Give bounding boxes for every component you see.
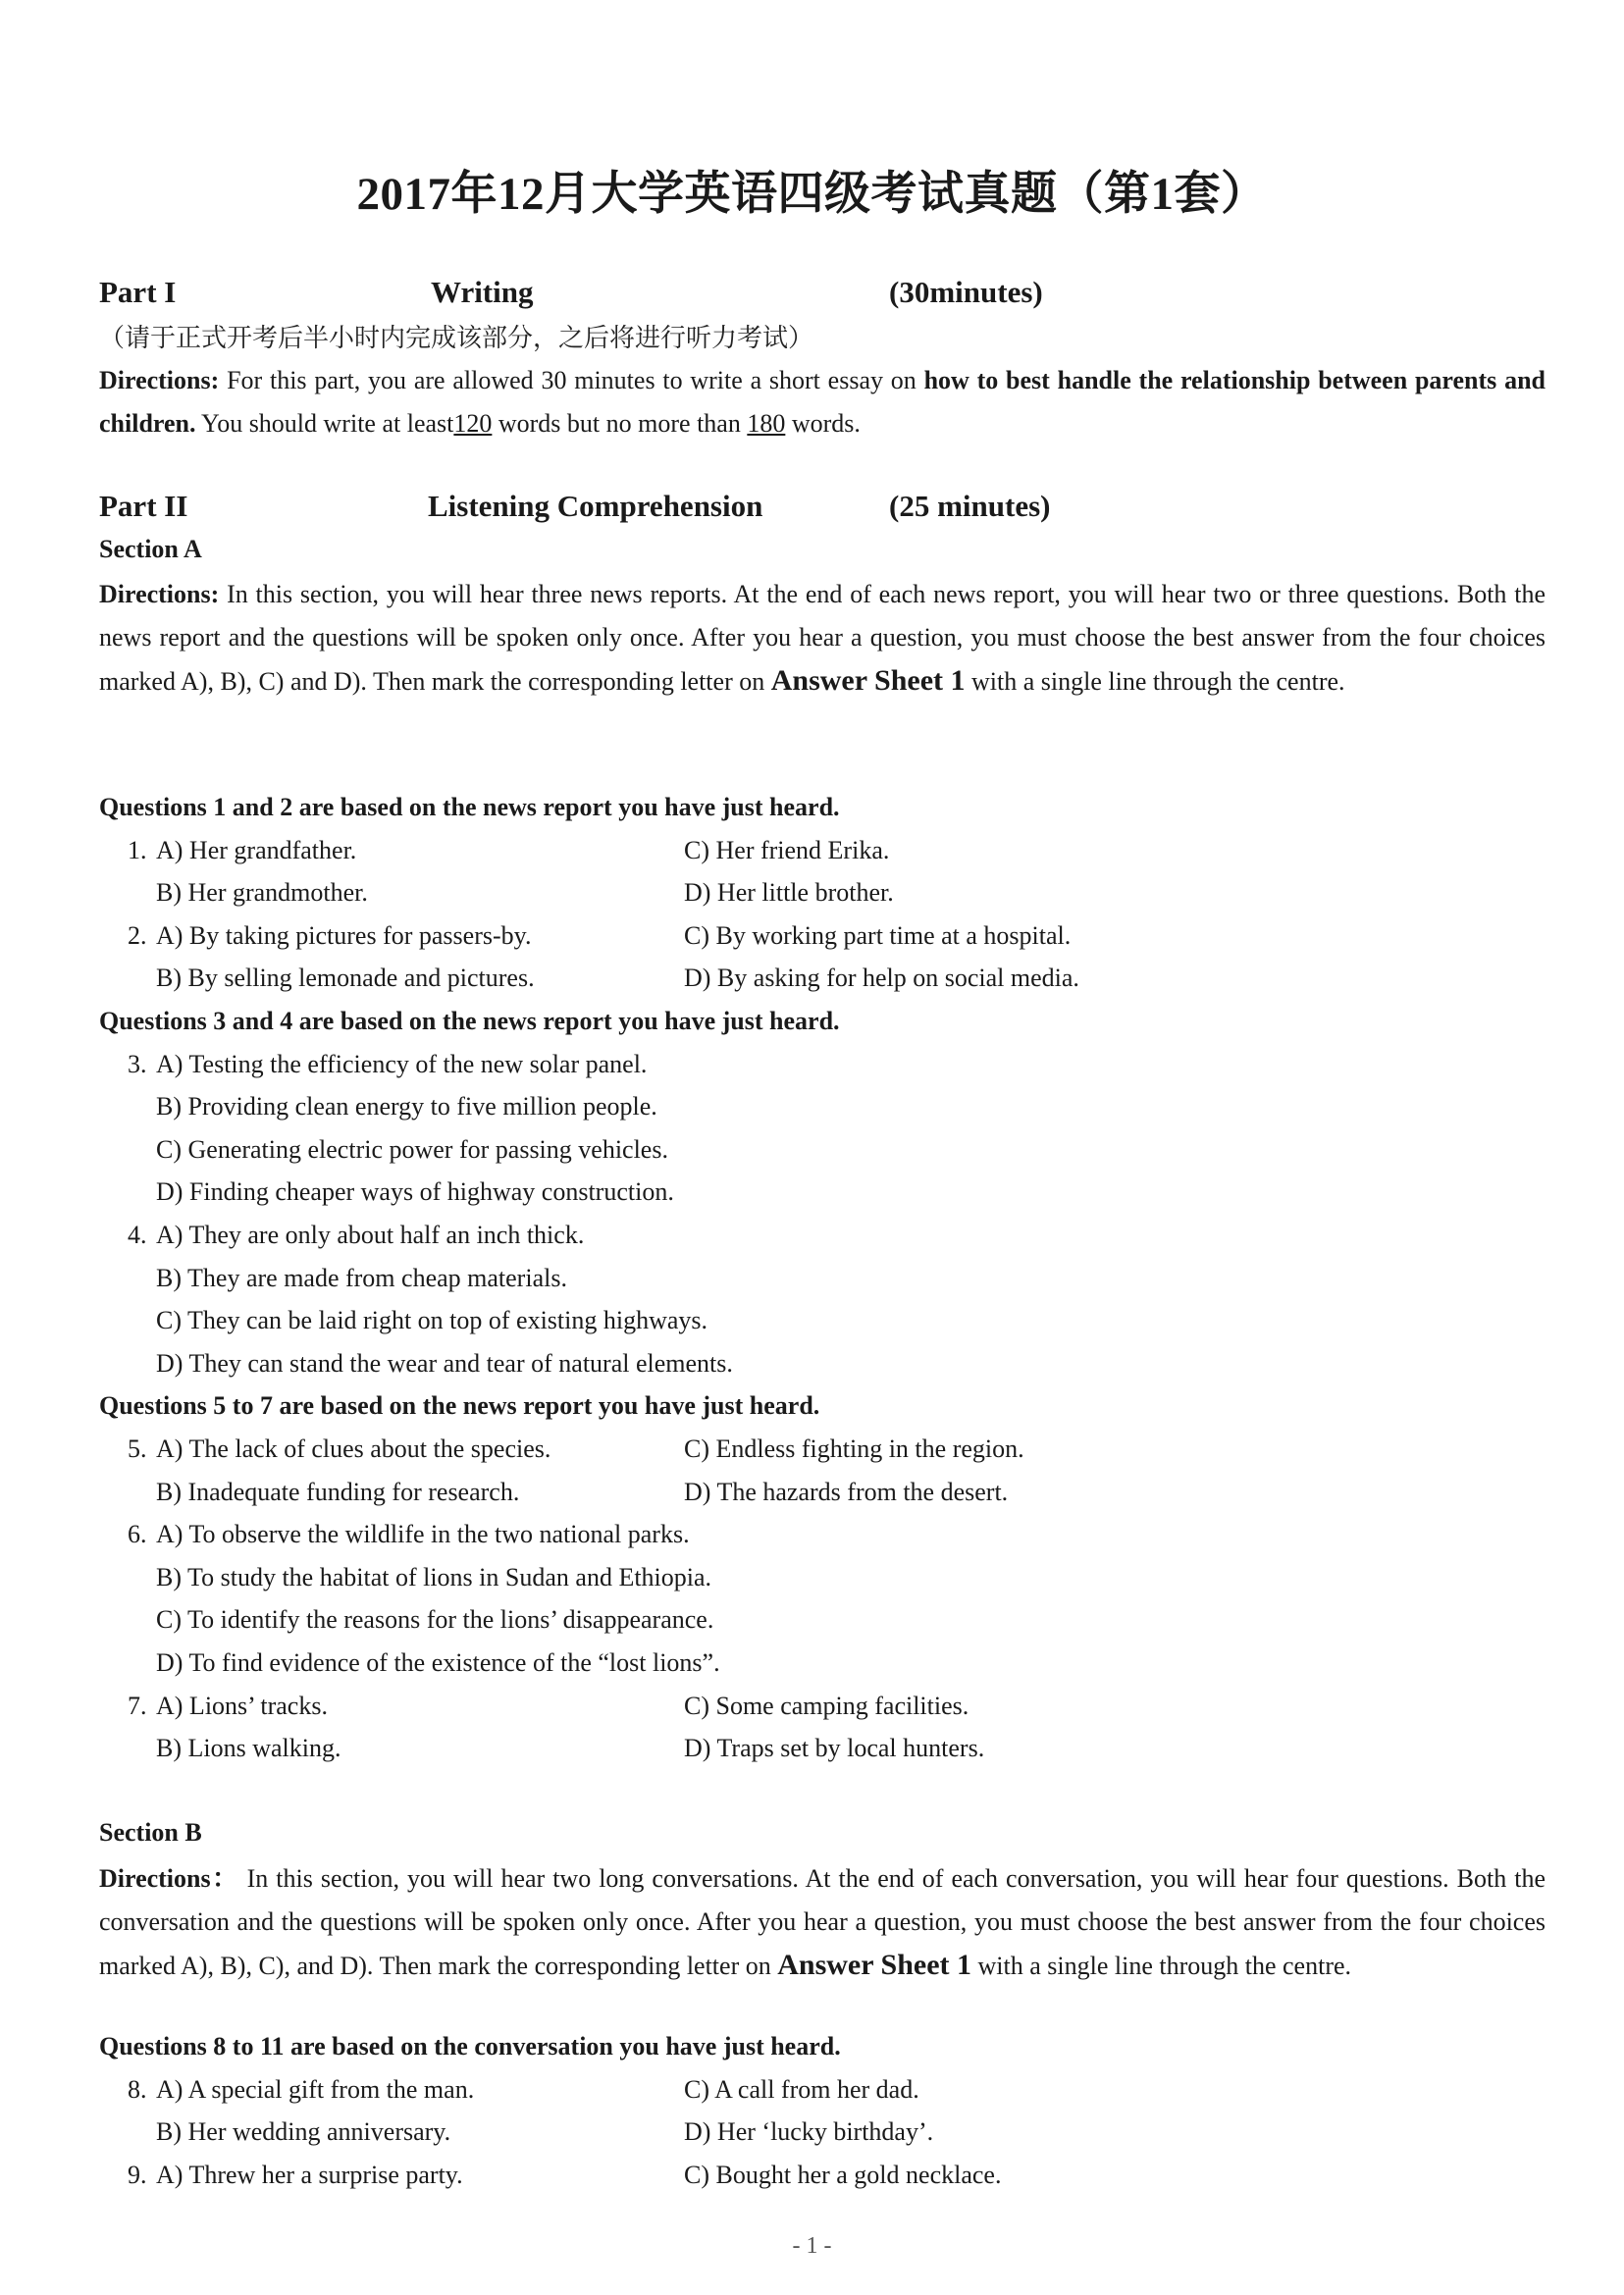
part1-time: (30minutes) [889,275,1043,309]
question-number: 5. [128,1434,147,1463]
option-a: A) Testing the efficiency of the new solar panel. [156,1049,648,1078]
directions-text: with a single line through the centre. [965,667,1345,696]
option-d: D) They can stand the wear and tear of natural elements. [156,1348,733,1378]
question-number: 1. [128,835,147,864]
option-c: C) Generating electric power for passing vehicles. [156,1134,668,1164]
option-c: C) They can be laid right on top of existing highways. [156,1306,708,1335]
section-a-directions [99,573,1545,704]
section-b-directions [99,1857,1545,1988]
page-number: - 1 - [792,2233,832,2259]
option-c: C) Endless fighting in the region. [684,1434,1024,1463]
part1-directions [99,359,1545,445]
min-words: 120 [453,409,493,438]
option-b: B) Inadequate funding for research. [156,1477,520,1506]
directions-text: For this part, you are allowed 30 minutes to write a short essay on [219,366,924,394]
option-b: B) Providing clean energy to five million people. [156,1092,657,1121]
directions-text: In this section, you will hear two long conversations. At the end of each conversation, you will hear four questions. Both the conversation and the questions will be spoken only once. After you hear a question, you must choose the best answer from the four choices marked A), B), C), and D). Then mark the corresponding letter on [99,1864,1545,1980]
question-number: 3. [128,1049,147,1078]
question-number: 4. [128,1221,147,1249]
directions-label: Directions: [99,366,220,394]
directions-text: In this section, you will hear three news reports. At the end of each news report, you will hear two or three questions. Both the news report and the questions will be spoken only once. After you hear a question, you must choose the best answer from the four choices marked A), B), C) and D). Then mark the corresponding letter on [99,580,1545,696]
option-c: C) Bought her a gold necklace. [684,2160,1002,2189]
section-a-title: Section A [99,535,202,563]
option-a: A) The lack of clues about the species. [156,1434,551,1463]
option-a: A) To observe the wildlife in the two national parks. [156,1520,690,1549]
directions-label: Directions: [99,580,220,608]
section-b-title: Section B [99,1818,202,1847]
option-c: C) A call from her dad. [684,2074,919,2104]
option-d: D) The hazards from the desert. [684,1477,1009,1506]
option-b: B) Her grandmother. [156,878,368,908]
exam-title: 2017年12月大学英语四级考试真题（第1套） [356,169,1268,220]
option-b: B) To study the habitat of lions in Sudan and Ethiopia. [156,1562,712,1591]
part2-time: (25 minutes) [889,489,1051,523]
question-number: 2. [128,920,147,950]
option-a: A) Threw her a surprise party. [156,2160,463,2189]
option-b: B) By selling lemonade and pictures. [156,964,535,993]
question-group-header: Questions 5 to 7 are based on the news report you have just heard. [99,1391,820,1421]
directions-text: You should write at least [195,409,454,438]
option-d: D) To find evidence of the existence of the “lost lions”. [156,1648,720,1677]
part1-note: （请于正式开考后半小时内完成该部分，之后将进行听力考试） [99,324,814,353]
option-a: A) A special gift from the man. [156,2074,475,2104]
option-d: D) Finding cheaper ways of highway construction. [156,1177,674,1207]
part1-label: Part I [99,275,177,309]
option-a: A) They are only about half an inch thick. [156,1221,585,1249]
option-a: A) Her grandfather. [156,835,357,864]
directions-label: Directions： [99,1864,239,1893]
option-b: B) They are made from cheap materials. [156,1263,567,1292]
option-b: B) Her wedding anniversary. [156,2117,451,2147]
part2-label: Part II [99,489,188,523]
max-words: 180 [747,409,786,438]
question-number: 8. [128,2074,147,2104]
essay-topic: how to best handle the relationship between parents and children. [99,366,1545,438]
part1-name: Writing [431,275,534,309]
directions-text: words. [785,409,861,438]
option-c: C) Her friend Erika. [684,835,890,864]
option-a: A) Lions’ tracks. [156,1691,328,1720]
option-c: C) By working part time at a hospital. [684,920,1072,950]
question-group-header: Questions 8 to 11 are based on the conversation you have just heard. [99,2032,841,2060]
option-a: A) By taking pictures for passers-by. [156,920,532,950]
question-group-header: Questions 1 and 2 are based on the news report you have just heard. [99,793,840,821]
directions-text: with a single line through the centre. [971,1952,1352,1980]
part2-name: Listening Comprehension [428,489,763,523]
question-number: 7. [128,1691,147,1720]
option-c: C) Some camping facilities. [684,1691,969,1720]
option-d: D) By asking for help on social media. [684,964,1079,993]
option-d: D) Her little brother. [684,878,894,908]
answer-sheet-ref: Answer Sheet 1 [777,1949,972,1981]
option-d: D) Traps set by local hunters. [684,1734,985,1763]
option-d: D) Her ‘lucky birthday’. [684,2117,934,2147]
directions-text: words but no more than [492,409,748,438]
question-number: 6. [128,1520,147,1549]
option-c: C) To identify the reasons for the lions’ disappearance. [156,1605,714,1635]
answer-sheet-ref: Answer Sheet 1 [770,664,966,697]
question-number: 9. [128,2160,147,2189]
option-b: B) Lions walking. [156,1734,341,1763]
question-group-header: Questions 3 and 4 are based on the news report you have just heard. [99,1007,840,1035]
